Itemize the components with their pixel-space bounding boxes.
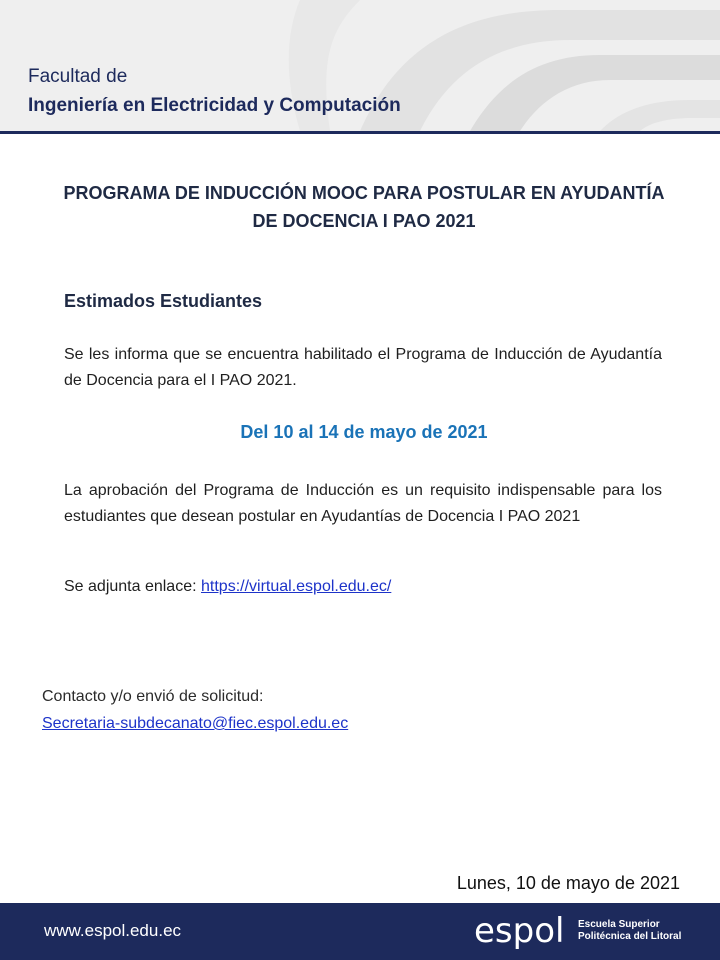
link-line [64, 578, 391, 596]
publish-date: Lunes, 10 de mayo de 2021 [456, 873, 680, 893]
header-banner [0, 0, 720, 131]
virtual-espol-link[interactable]: https://virtual.espol.edu.ec/ [201, 578, 392, 595]
requirement-paragraph: La aprobación del Programa de Inducción es un requisito indispensable para los estudiantes que desean postular en Ayudantías de Docencia I PAO 2021 [64, 482, 662, 525]
footer-bar [0, 903, 720, 960]
logo-subtitle-line2: Politécnica del Litoral [578, 931, 682, 942]
faculty-name: Ingeniería en Electricidad y Computación [28, 95, 401, 116]
announcement-title: PROGRAMA DE INDUCCIÓN MOOC PARA POSTULAR EN AYUDANTÍA DE DOCENCIA I PAO 2021 [63, 183, 665, 231]
header-divider [0, 131, 720, 134]
logo-subtitle [578, 919, 681, 943]
logo-subtitle-line1: Escuela Superior [578, 919, 660, 930]
faculty-label: Facultad de [28, 66, 128, 87]
date-range: Del 10 al 14 de mayo de 2021 [240, 422, 488, 442]
link-prefix: Se adjunta enlace: [64, 578, 201, 595]
contact-email-link[interactable]: Secretaria-subdecanato@fiec.espol.edu.ec [42, 715, 349, 732]
espol-logo [474, 912, 684, 952]
info-paragraph: Se les informa que se encuentra habilitado el Programa de Inducción de Ayudantía de Docencia para el I PAO 2021. [64, 346, 662, 389]
website-url[interactable]: www.espol.edu.ec [44, 921, 182, 940]
greeting: Estimados Estudiantes [64, 291, 263, 311]
contact-label: Contacto y/o envió de solicitud: [42, 688, 264, 705]
logo-wordmark: espol [474, 911, 565, 951]
